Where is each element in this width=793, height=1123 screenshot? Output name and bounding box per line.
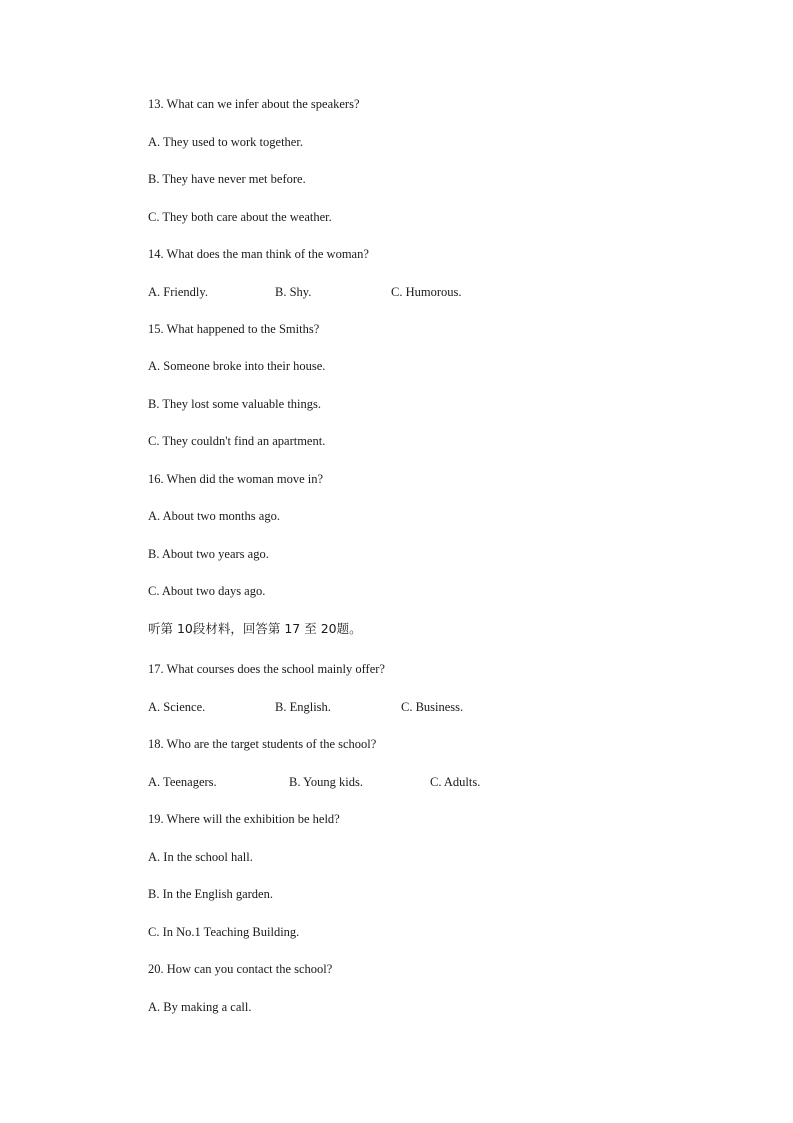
option-13-c: C. They both care about the weather. [148, 210, 332, 224]
option-18-b: B. Young kids. [289, 775, 363, 789]
option-14-c: C. Humorous. [391, 285, 462, 299]
option-19-c: C. In No.1 Teaching Building. [148, 925, 300, 939]
option-20-a: A. By making a call. [148, 1000, 252, 1014]
option-16-b: B. About two years ago. [148, 547, 269, 561]
question-17: 17. What courses does the school mainly offer? [148, 662, 385, 676]
question-16: 16. When did the woman move in? [148, 472, 324, 486]
option-16-a: A. About two months ago. [148, 509, 280, 523]
question-14: 14. What does the man think of the woman? [148, 247, 369, 261]
option-14-a: A. Friendly. [148, 285, 208, 299]
question-19: 19. Where will the exhibition be held? [148, 812, 340, 826]
option-19-a: A. In the school hall. [148, 850, 253, 864]
option-17-c: C. Business. [401, 700, 464, 714]
question-13: 13. What can we infer about the speakers? [148, 97, 360, 111]
question-15: 15. What happened to the Smiths? [148, 322, 320, 336]
option-13-b: B. They have never met before. [148, 172, 306, 186]
option-13-a: A. They used to work together. [148, 135, 303, 149]
option-17-b: B. English. [275, 700, 331, 714]
question-18: 18. Who are the target students of the school? [148, 737, 377, 751]
option-14-b: B. Shy. [275, 285, 312, 299]
option-15-a: A. Someone broke into their house. [148, 359, 326, 373]
section-instruction: 听第 10段材料，回答第 17 至 20题。 [148, 621, 362, 636]
option-19-b: B. In the English garden. [148, 887, 273, 901]
option-15-c: C. They couldn't find an apartment. [148, 434, 326, 448]
option-17-a: A. Science. [148, 700, 206, 714]
question-20: 20. How can you contact the school? [148, 962, 333, 976]
option-18-c: C. Adults. [430, 775, 481, 789]
option-15-b: B. They lost some valuable things. [148, 397, 322, 411]
option-18-a: A. Teenagers. [148, 775, 217, 789]
option-16-c: C. About two days ago. [148, 584, 266, 598]
